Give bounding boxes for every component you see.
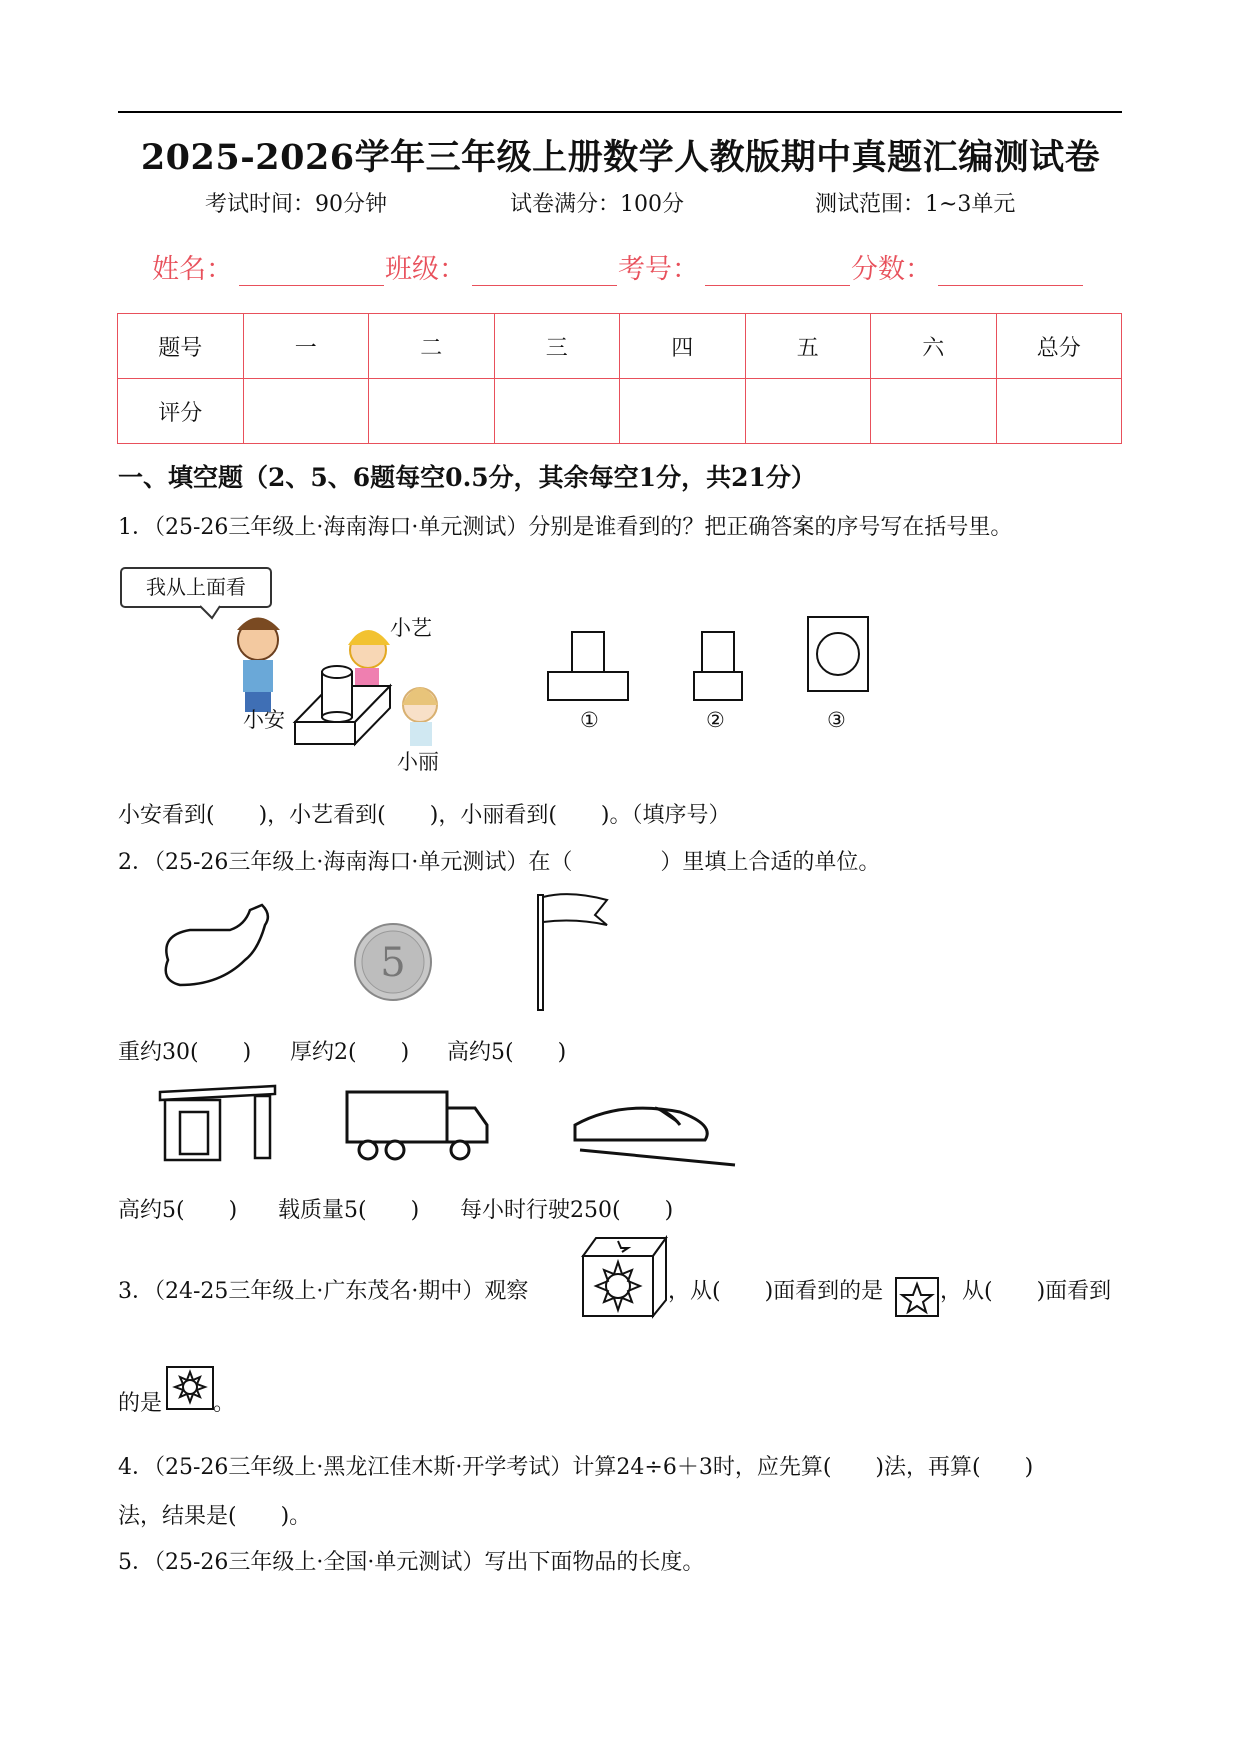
speech-bubble: 我从上面看 bbox=[120, 567, 272, 608]
girl-xiaoyi-icon bbox=[348, 630, 390, 690]
q2-blank-desk-height: 高约5( ) bbox=[118, 1198, 238, 1223]
truck-icon bbox=[347, 1092, 487, 1159]
table-row bbox=[118, 314, 1122, 379]
table-cell: 六 bbox=[871, 314, 997, 379]
score-table bbox=[117, 313, 1122, 444]
name-label: 姓名： bbox=[152, 254, 233, 285]
view-option-1 bbox=[548, 632, 628, 700]
question-3-part2: ，从( )面看到的是 bbox=[668, 1279, 884, 1304]
option-label-2: ② bbox=[706, 708, 725, 732]
class-field[interactable] bbox=[385, 247, 617, 286]
top-rule bbox=[118, 111, 1122, 113]
exam-number-label: 考号： bbox=[618, 254, 699, 285]
table-cell: 四 bbox=[620, 314, 746, 379]
question-3-part1: 3．（24-25三年级上·广东茂名·期中）观察 bbox=[118, 1279, 529, 1304]
name-xiaoan: 小安 bbox=[243, 708, 285, 732]
boy-icon bbox=[237, 618, 280, 713]
q2-blank-train-speed: 每小时行驶250( ) bbox=[460, 1198, 674, 1223]
question-1: 1．（25-26三年级上·海南海口·单元测试）分别是谁看到的？把正确答案的序号写在括号里。 bbox=[118, 515, 1013, 540]
q2-blank-weight: 重约30( ) bbox=[118, 1040, 252, 1065]
exam-number-blank[interactable] bbox=[705, 259, 850, 286]
exam-number-field[interactable] bbox=[618, 247, 850, 286]
svg-text:5: 5 bbox=[380, 940, 406, 986]
table-cell: 题号 bbox=[118, 314, 244, 379]
table-cell[interactable] bbox=[369, 379, 495, 444]
star-box-icon bbox=[896, 1278, 938, 1316]
name-xiaoli: 小丽 bbox=[397, 750, 439, 774]
q3-figures bbox=[0, 0, 1, 1]
table-cell: 一 bbox=[243, 314, 369, 379]
question-5: 5．（25-26三年级上·全国·单元测试）写出下面物品的长度。 bbox=[118, 1550, 705, 1575]
page-title: 2025-2026学年三年级上册数学人教版期中真题汇编测试卷 bbox=[140, 137, 1101, 178]
table-cell: 总分 bbox=[996, 314, 1122, 379]
question-4-line1: 4．（25-26三年级上·黑龙江佳木斯·开学考试）计算24÷6＋3时，应先算( )法，再算( ) bbox=[118, 1455, 1034, 1480]
view-option-3 bbox=[808, 617, 868, 691]
table-cell[interactable] bbox=[745, 379, 871, 444]
table-cell: 评分 bbox=[118, 379, 244, 444]
class-blank[interactable] bbox=[472, 259, 617, 286]
q2-blank-thickness: 厚约2( ) bbox=[290, 1040, 410, 1065]
q2-blank-truck-load: 载质量5( ) bbox=[278, 1198, 420, 1223]
score-field[interactable] bbox=[851, 247, 1083, 286]
table-cell: 二 bbox=[369, 314, 495, 379]
girl-xiaoli-icon bbox=[402, 688, 438, 747]
flag-icon bbox=[538, 894, 607, 1010]
name-xiaoyi: 小艺 bbox=[390, 616, 432, 640]
table-cell: 三 bbox=[494, 314, 620, 379]
table-cell[interactable] bbox=[494, 379, 620, 444]
table-cell[interactable] bbox=[996, 379, 1122, 444]
option-label-3: ③ bbox=[827, 708, 846, 732]
question-4-line2: 法，结果是( )。 bbox=[118, 1504, 312, 1529]
table-row bbox=[118, 379, 1122, 444]
question-3-part3: ，从( )面看到 bbox=[940, 1279, 1112, 1304]
class-label: 班级： bbox=[385, 254, 466, 285]
cube-icon bbox=[583, 1238, 666, 1316]
question-3-part5: 。 bbox=[213, 1391, 236, 1416]
exam-time: 考试时间：90分钟 bbox=[205, 192, 387, 217]
question-2: 2．（25-26三年级上·海南海口·单元测试）在（ ）里填上合适的单位。 bbox=[118, 850, 881, 875]
sheep-icon bbox=[166, 905, 268, 985]
test-range: 测试范围：1~3单元 bbox=[815, 192, 1016, 217]
coin-icon bbox=[355, 924, 431, 1000]
full-score: 试卷满分：100分 bbox=[510, 192, 684, 217]
option-label-1: ① bbox=[580, 708, 599, 732]
question-3-part4: 的是 bbox=[118, 1391, 163, 1416]
train-icon bbox=[575, 1108, 735, 1165]
desk-icon bbox=[160, 1086, 275, 1160]
name-blank[interactable] bbox=[239, 259, 384, 286]
q1-answer-line: 小安看到( )，小艺看到( )，小丽看到( )。（填序号） bbox=[118, 803, 731, 828]
table-cell: 五 bbox=[745, 314, 871, 379]
q2-blank-height: 高约5( ) bbox=[447, 1040, 567, 1065]
table-cell[interactable] bbox=[620, 379, 746, 444]
table-cell[interactable] bbox=[243, 379, 369, 444]
sun-box-icon bbox=[167, 1367, 213, 1409]
name-field[interactable] bbox=[152, 247, 384, 286]
score-blank[interactable] bbox=[938, 259, 1083, 286]
view-option-2 bbox=[694, 632, 742, 700]
score-label: 分数： bbox=[851, 254, 932, 285]
table-cell[interactable] bbox=[871, 379, 997, 444]
bubble-tail bbox=[200, 606, 220, 618]
section-heading: 一、填空题（2、5、6题每空0.5分，其余每空1分，共21分） bbox=[118, 463, 816, 492]
